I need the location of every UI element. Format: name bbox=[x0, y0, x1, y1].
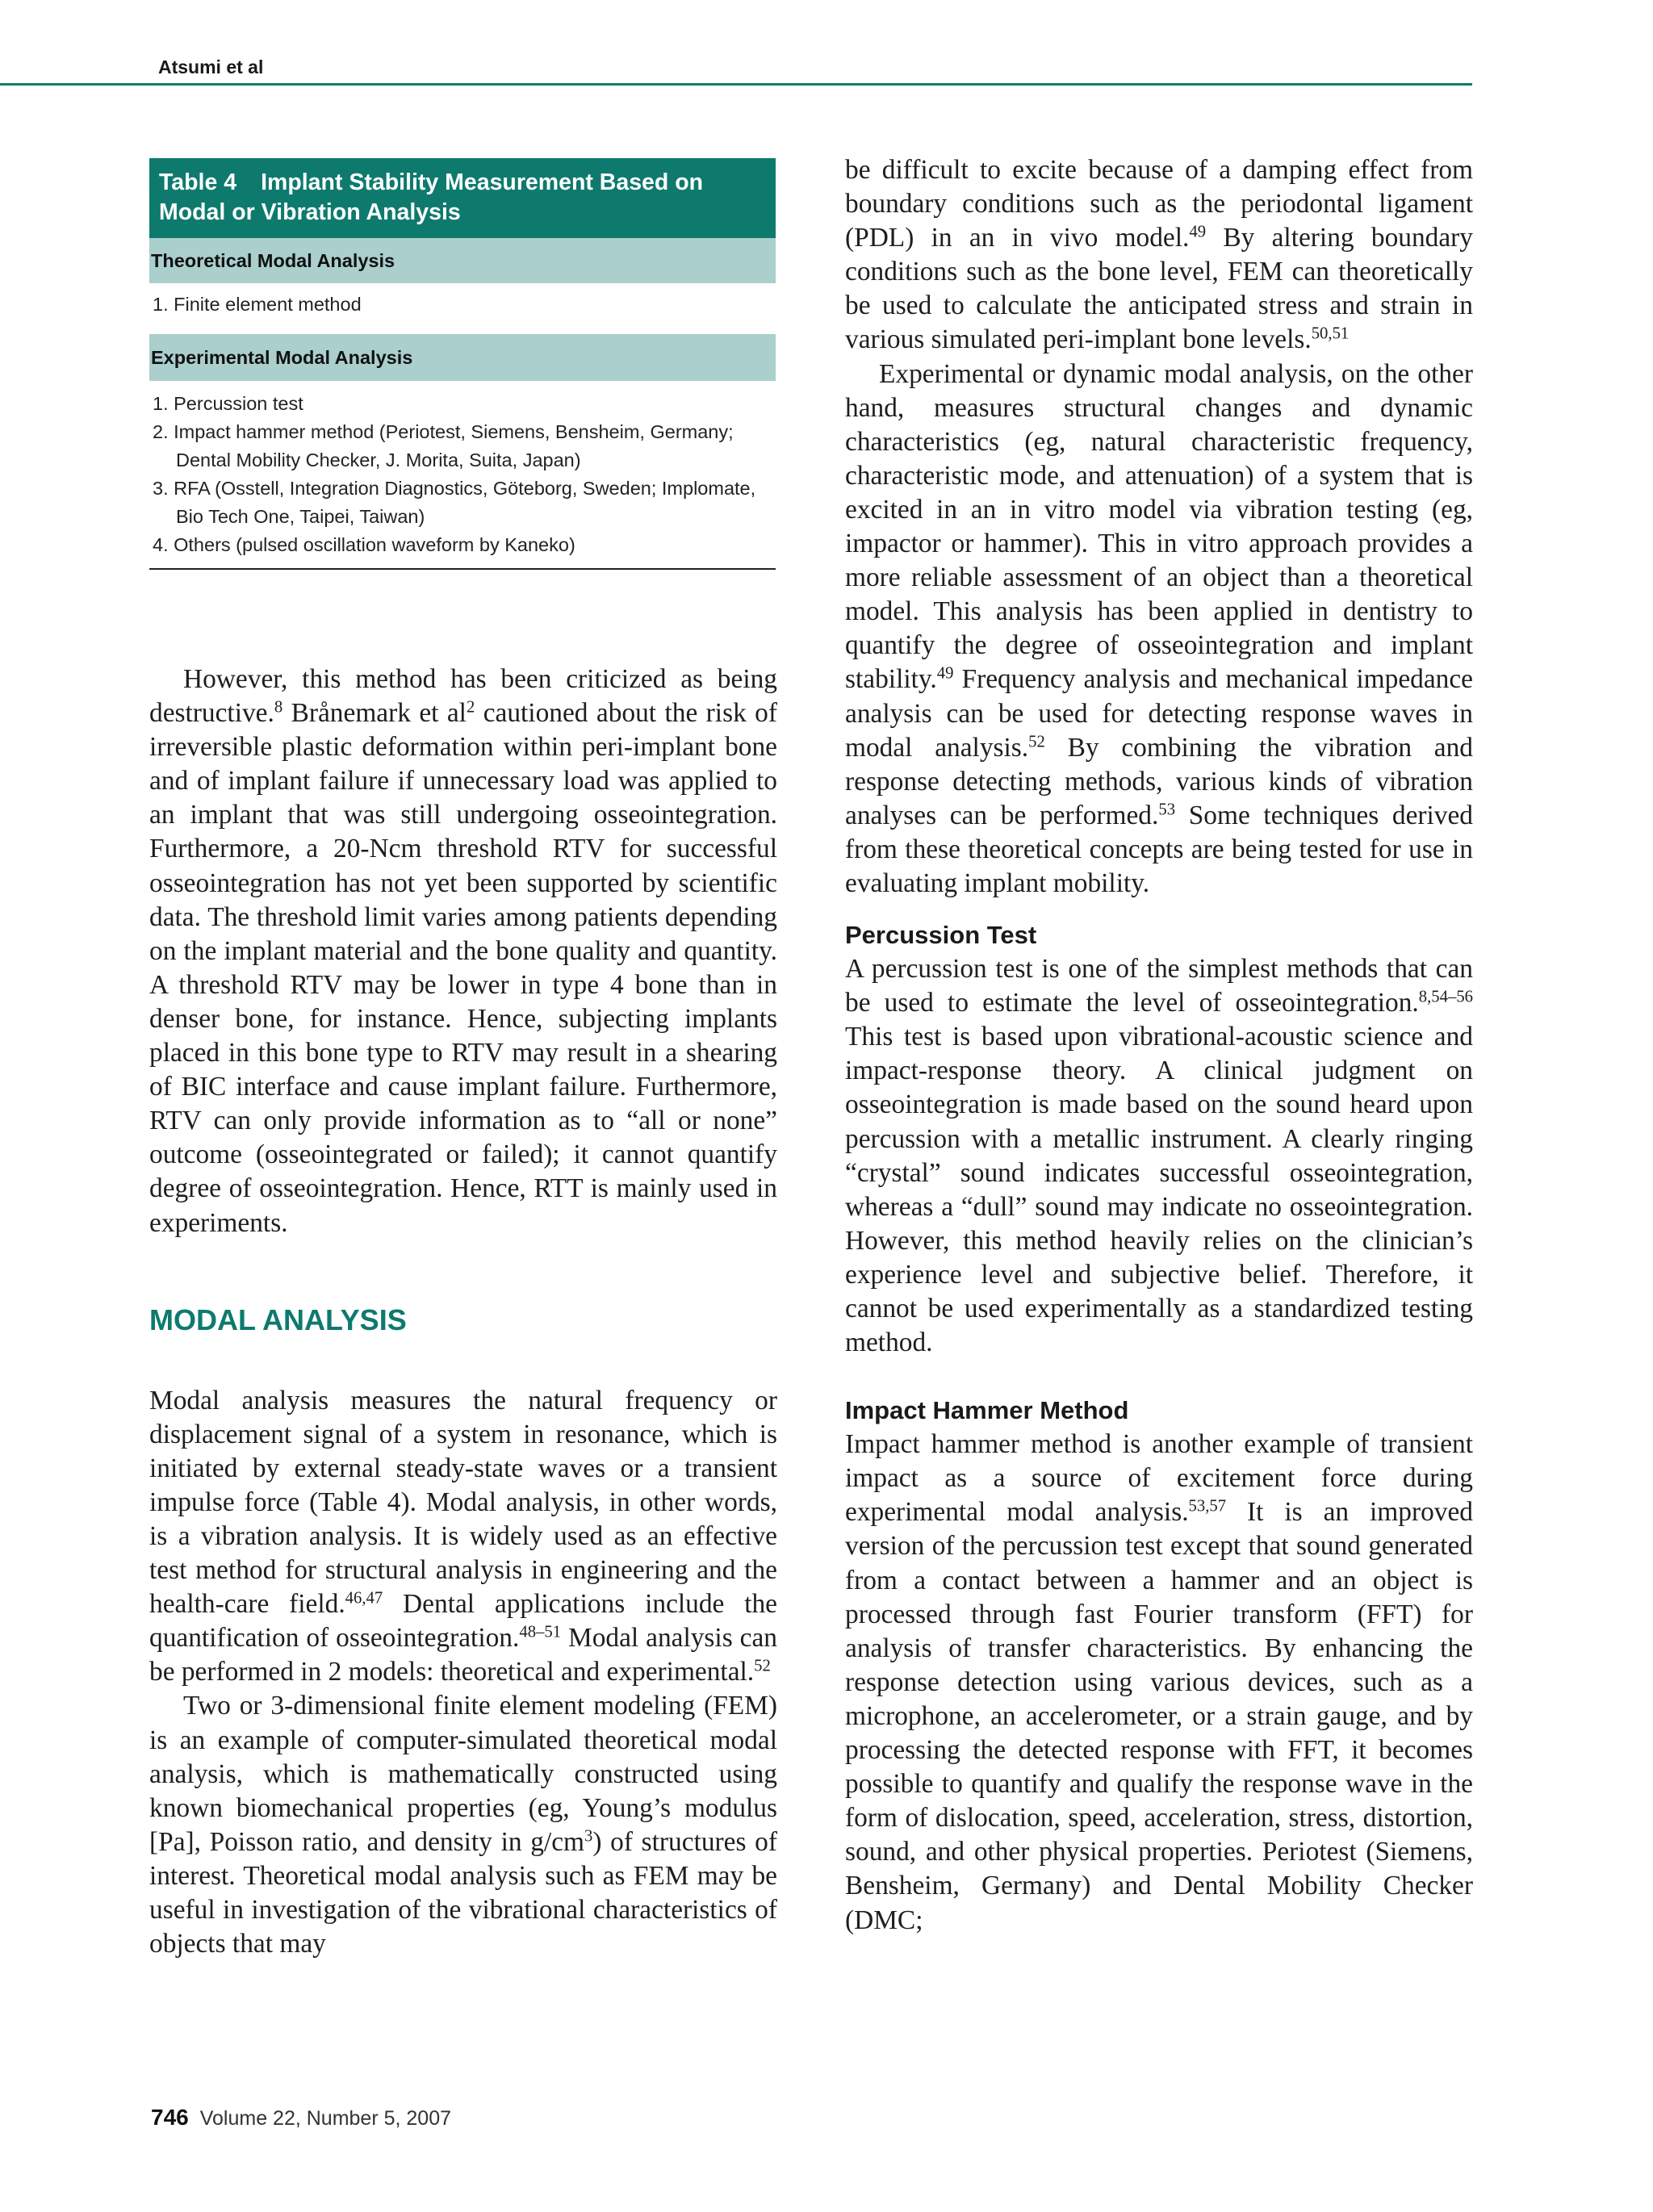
subheading-impact-hammer: Impact Hammer Method bbox=[845, 1396, 1129, 1425]
citation: 46,47 bbox=[345, 1589, 383, 1608]
text-run: Two or 3-dimensional finite element modeling (FEM) is an example of computer-simulated theoretical modal analysis, which is mathematically constructed using known biomechanical properties (eg, Young’s modulus [Pa], Poisson ratio, and density in g/cm bbox=[149, 1691, 777, 1857]
citation: 48–51 bbox=[519, 1623, 562, 1641]
paragraph-fem bbox=[149, 1689, 777, 1961]
text-run: Experimental or dynamic modal analysis, on the other hand, measures structural changes and dynamic characteristics (eg, natural characteristic frequency, characteristic mode, and attenuation) of a system that is excited in an in vitro model via vibration testing (eg, impactor or hammer). This in vitro approach provides a more reliable assessment of an object than a theoretical model. This analysis has been applied in dentistry to quantify the degree of osseointegration and implant stability. bbox=[845, 358, 1473, 695]
table-list-item: 2. Impact hammer method (Periotest, Siemens, Bensheim, Germany; Dental Mobility Checker, J. Morita, Suita, Japan) bbox=[153, 421, 734, 470]
table-list-item: 1. Finite element method bbox=[153, 294, 362, 315]
paragraph-fem-continued bbox=[845, 153, 1473, 358]
text-run: Impact hammer method is another example of transient impact as a source of excitement force during experimental modal analysis. bbox=[845, 1429, 1473, 1528]
section-heading: MODAL ANALYSIS bbox=[149, 1303, 407, 1336]
citation: 53,57 bbox=[1188, 1498, 1227, 1516]
citation: 8,54–56 bbox=[1418, 988, 1473, 1006]
header-rule bbox=[0, 83, 1472, 86]
table-list-experimental bbox=[149, 381, 776, 568]
citation: 8 bbox=[274, 698, 283, 717]
table-list-theoretical bbox=[149, 283, 776, 334]
text-run: Some techniques derived from these theoretical concepts are being tested for use in evaluating implant mobility. bbox=[845, 800, 1473, 898]
paragraph-percussion bbox=[845, 952, 1473, 1360]
text-run: Modal analysis measures the natural frequency or displacement signal of a system in resonance, which is initiated by external steady-state waves or a transient impulse force (Table 4). Modal analysis, in other words, is a vibration analysis. It is widely used as an effective test method for structural analysis in engineering and the health-care field. bbox=[149, 1385, 777, 1620]
citation: 2 bbox=[466, 698, 475, 717]
paragraph-impact-hammer bbox=[845, 1428, 1473, 1937]
citation: 49 bbox=[936, 665, 954, 684]
text-run: It is an improved version of the percussion test except that sound generated from a contact between a hammer and an object is processed through fast Fourier transform (FFT) for analysis of transfer characteristics. By enhancing the response detection using various devices, such as a microphone, an accelerometer, or a strain gauge, and by processing the detected response with FFT, it becomes possible to quantify and qualify the response wave in the form of dislocation, speed, acceleration, stress, distortion, sound, and other physical properties. Periotest (Siemens, Bensheim, Germany) and Dental Mobility Checker (DMC; bbox=[845, 1497, 1473, 1935]
text-run: Brånemark et al bbox=[282, 698, 467, 729]
table-label: Table 4 bbox=[159, 169, 237, 195]
text-run: be difficult to excite because of a damping effect from boundary conditions such as the periodontal ligament (PDL) in an in vivo model. bbox=[845, 155, 1473, 253]
text-run: By combining the vibration and response detecting methods, various kinds of vibration analyses can be performed. bbox=[845, 732, 1473, 830]
table-section-theoretical: Theoretical Modal Analysis bbox=[149, 238, 776, 283]
text-run: A percussion test is one of the simplest methods that can be used to estimate the level of osseointegration. bbox=[845, 954, 1473, 1018]
superscript: 3 bbox=[584, 1827, 593, 1846]
text-run: Frequency analysis and mechanical impedance analysis can be used for detecting response waves in modal analysis. bbox=[845, 664, 1473, 763]
table-title-bar bbox=[149, 158, 776, 238]
table-list-item: 1. Percussion test bbox=[153, 393, 303, 414]
table-section-experimental: Experimental Modal Analysis bbox=[149, 334, 776, 381]
text-run: ) of structures of interest. Theoretical modal analysis such as FEM may be useful in investigation of the vibrational characteristics of objects that may bbox=[149, 1826, 777, 1959]
text-run: However, this method has been criticized as being destructive. bbox=[149, 664, 777, 729]
table-list-item: 3. RFA (Osstell, Integration Diagnostics, Göteborg, Sweden; Implomate, Bio Tech One, Taipei, Taiwan) bbox=[153, 478, 756, 527]
page-number: 746 bbox=[151, 2105, 189, 2130]
paragraph-modal-analysis bbox=[149, 1384, 777, 1690]
citation: 50,51 bbox=[1311, 325, 1350, 344]
table-4 bbox=[149, 158, 776, 570]
left-column bbox=[149, 663, 777, 1961]
page-footer bbox=[151, 2105, 451, 2130]
citation: 53 bbox=[1158, 801, 1176, 819]
table-title: Implant Stability Measurement Based on Modal or Vibration Analysis bbox=[159, 169, 704, 225]
table-list-item: 4. Others (pulsed oscillation waveform by Kaneko) bbox=[153, 534, 575, 555]
right-column bbox=[845, 153, 1473, 1938]
text-run: cautioned about the risk of irreversible plastic deformation within peri-implant bone and of implant failure if unnecessary load was applied to an implant that was still undergoing osseointegration. Furthermore, a 20-Ncm threshold RTV for successful osseointegration has not yet been supported by scientific data. The threshold limit varies among patients depending on the implant material and the bone quality and quantity. A threshold RTV may be lower in type 4 bone than in denser bone, for instance. Hence, subjecting implants placed in this bone type to RTV may result in a shearing of BIC interface and cause implant failure. Furthermore, RTV can only provide information as to “all or none” outcome (osseointegrated or failed); it cannot quantify degree of osseointegration. Hence, RTT is mainly used in experiments. bbox=[149, 698, 777, 1238]
paragraph-experimental-modal bbox=[845, 358, 1473, 901]
subheading-percussion-test: Percussion Test bbox=[845, 921, 1037, 950]
text-run: This test is based upon vibrational-acoustic science and impact-response theory. A clinical judgment on osseointegration is made based on the sound heard upon percussion with a metallic instrument. A clearly ringing “crystal” sound indicates successful osseointegration, whereas a “dull” sound may indicate no osseointegration. However, this method heavily relies on the clinician’s experience level and subjective belief. Therefore, it cannot be used experimentally as a standardized testing method. bbox=[845, 1022, 1473, 1358]
citation: 49 bbox=[1189, 223, 1207, 241]
journal-issue: Volume 22, Number 5, 2007 bbox=[199, 2107, 452, 2130]
text-run: Modal analysis can be performed in 2 models: theoretical and experimental. bbox=[149, 1623, 777, 1687]
running-head: Atsumi et al bbox=[158, 56, 264, 77]
text-run: By altering boundary conditions such as the bone level, FEM can theoretically be used to calculate the anticipated stress and strain in various simulated peri-implant bone levels. bbox=[845, 223, 1473, 355]
text-run: Dental applications include the quantification of osseointegration. bbox=[149, 1589, 778, 1654]
citation: 52 bbox=[1028, 733, 1045, 751]
paragraph-rtv-criticism bbox=[149, 663, 777, 1240]
citation: 52 bbox=[754, 1657, 771, 1675]
table-bottom-rule bbox=[149, 568, 776, 570]
